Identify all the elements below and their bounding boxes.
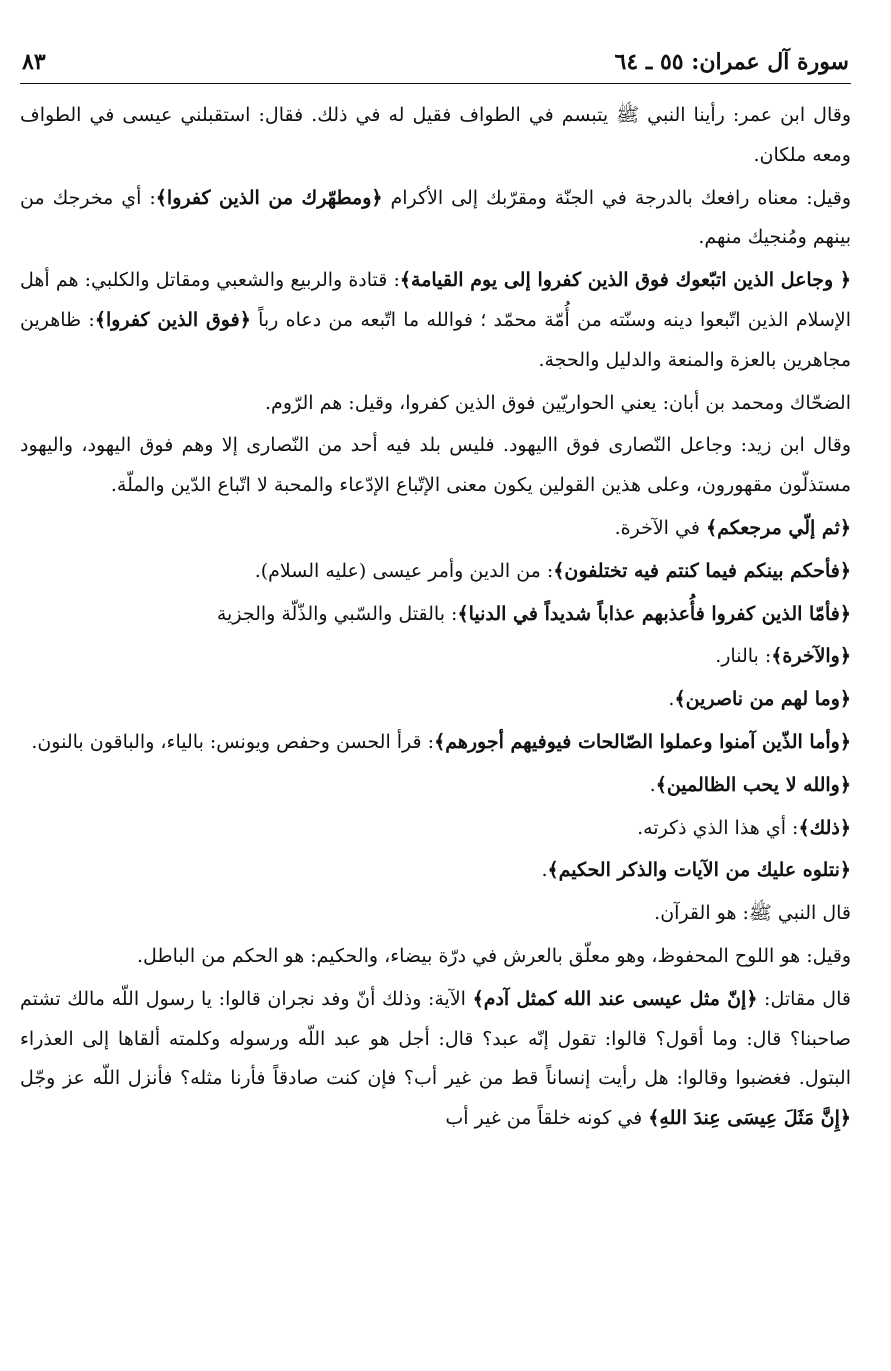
quran-verse: ﴿فأحكم بينكم فيما كنتم فيه تختلفون﴾: [553, 559, 851, 582]
paragraph: وقال ابن عمر: رأينا النبي ﷺ يتبسم في الطواف فقيل له في ذلك. فقال: استقبلني عيسى في الطواف ومعه ملكان.: [20, 104, 851, 166]
paragraph: ﴿فأحكم بينكم فيما كنتم فيه تختلفون﴾: من الدين وأمر عيسى (عليه السلام).: [254, 559, 851, 582]
quran-verse: ﴿فأمّا الذين كفروا فأُعذبهم عذاباً شديداً في الدنيا﴾: [457, 602, 851, 625]
page-number: ٨٣: [22, 49, 46, 75]
book-page: [20, 48, 851, 1139]
surah-title: سورة آل عمران: ٥٥ ـ ٦٤: [614, 49, 849, 75]
paragraph: وقيل: معناه رافعك بالدرجة في الجنّة ومقرّبك إلى الأكرام ﴿ومطهّرك من الذين كفروا﴾: أي مخرجك من بينهم ومُنجيك منهم.: [20, 186, 852, 249]
quran-verse: ﴿فوق الذين كفروا﴾: [94, 308, 251, 331]
paragraph: وقال ابن زيد: وجاعل النّصارى فوق االيهود. فليس بلد فيه أحد من النّصارى إلا وهم فوق اليهود، واليهود مستذلّون مقهورون، وعلى هذين القولين يكون معنى الإتّباع الإدّعاء والمحبة لا اتّباع الدّين والملّة.: [20, 434, 851, 497]
paragraph: قال النبي ﷺ: هو القرآن.: [654, 902, 851, 925]
quran-verse: ﴿والله لا يحب الظالمين﴾: [655, 773, 851, 796]
paragraph: ﴿ذلك﴾: أي هذا الذي ذكرته.: [637, 816, 851, 839]
paragraph: الضحّاك ومحمد بن أبان: يعني الحواريّين فوق الذين كفروا، وقيل: هم الرّوم.: [265, 391, 851, 414]
paragraph: ﴿ثم إلّي مرجعكم﴾ في الآخرة.: [614, 516, 851, 539]
paragraph: ﴿والله لا يحب الظالمين﴾.: [649, 773, 851, 796]
quran-verse: ﴿ومطهّرك من الذين كفروا﴾: [155, 186, 383, 209]
paragraph: ﴿وأما الذّين آمنوا وعملوا الصّالحات فيوفيهم أجورهم﴾: قرأ الحسن وحفص ويونس: بالياء، والباقون بالنون.: [31, 730, 851, 753]
quran-verse: ﴿وأما الذّين آمنوا وعملوا الصّالحات فيوفيهم أجورهم﴾: [434, 730, 851, 753]
paragraph: ﴿نتلوه عليك من الآيات والذكر الحكيم﴾.: [541, 859, 851, 882]
paragraph: ﴿وما لهم من ناصرين﴾.: [668, 688, 851, 711]
paragraph: قال مقاتل: ﴿إنّ مثل عيسى عند الله كمثل آدم﴾ الآية: وذلك أنّ وفد نجران قالوا: يا رسول اللّه مالك تشتم صاحبنا؟ قال: وما أقول؟ قالوا: تقول إنّه عبد؟ قال: أجل هو عبد اللّه ورسوله وكلمته ألقاها إلى العذراء البتول. فغضبوا وقالوا: هل رأيت إنساناً قط من غير أب؟ فإن كنت صادقاً فأرنا مثله؟ فأنزل اللّه عز وجّل ﴿إِنَّ مَثَلَ عِيسَى عِندَ اللهِ﴾ في كونه خلقاً من غير أب: [20, 987, 852, 1130]
quran-verse: ﴿ وجاعل الذين اتبّعوك فوق الذين كفروا إلى يوم القيامة﴾: [399, 269, 851, 292]
page-header: [20, 48, 851, 84]
quran-verse: ﴿والآخرة﴾: [771, 645, 851, 668]
paragraph: ﴿والآخرة﴾: بالنار.: [715, 645, 851, 668]
commentary-text: [20, 96, 851, 1139]
quran-verse: ﴿إنّ مثل عيسى عند الله كمثل آدم﴾: [472, 987, 758, 1010]
paragraph: ﴿فأمّا الذين كفروا فأُعذبهم عذاباً شديداً في الدنيا﴾: بالقتل والسّبي والذّلّة والجزية: [216, 602, 851, 625]
quran-verse: ﴿ثم إلّي مرجعكم﴾: [705, 516, 851, 539]
quran-verse: ﴿وما لهم من ناصرين﴾: [674, 688, 851, 711]
quran-verse: ﴿ذلك﴾: [798, 816, 851, 839]
paragraph: ﴿ وجاعل الذين اتبّعوك فوق الذين كفروا إلى يوم القيامة﴾: قتادة والربيع والشعبي ومقاتل والكلبي: هم أهل الإسلام الذين اتّبعوا دينه وسنّته من أُمّة محمّد ؛ فوالله ما اتّبعه من دعاه رباً ﴿فوق الذين كفروا﴾: ظاهرين مجاهرين بالعزة والمنعة والدليل والحجة.: [20, 269, 851, 371]
quran-verse: ﴿نتلوه عليك من الآيات والذكر الحكيم﴾: [547, 859, 851, 882]
quran-verse: ﴿إِنَّ مَثَلَ عِيسَى عِندَ اللهِ﴾: [648, 1107, 851, 1130]
paragraph: وقيل: هو اللوح المحفوظ، وهو معلّق بالعرش في درّة بيضاء، والحكيم: هو الحكم من الباطل.: [137, 944, 851, 967]
